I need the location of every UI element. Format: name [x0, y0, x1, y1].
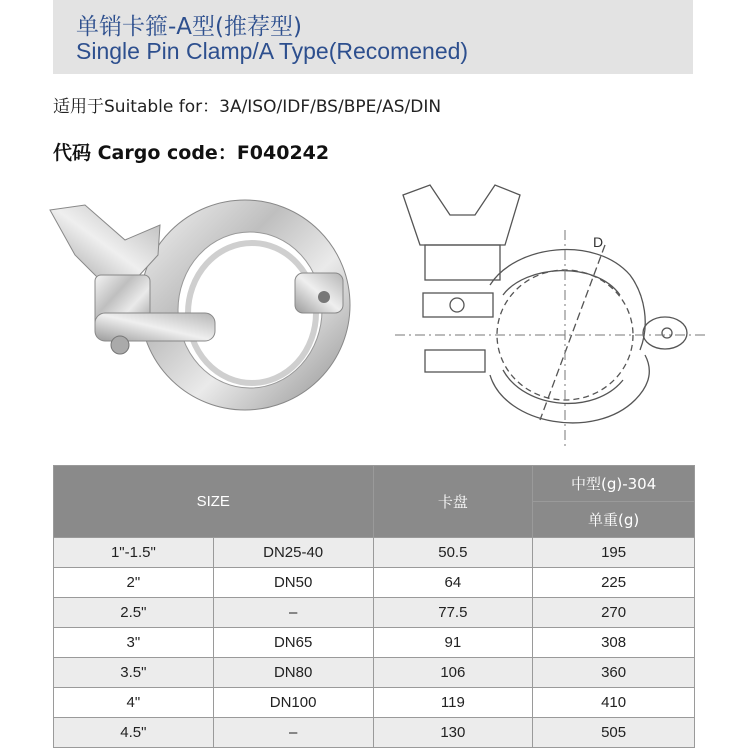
cell-clamp: 106: [373, 658, 533, 688]
cell-weight: 270: [533, 598, 695, 628]
table-row: [54, 568, 695, 598]
title-english: Single Pin Clamp/A Type(Recomened): [76, 38, 469, 64]
header-weight: 单重(g): [533, 502, 695, 538]
cell-clamp: 64: [373, 568, 533, 598]
cell-inch: 2.5": [54, 598, 214, 628]
table-row: [54, 688, 695, 718]
cell-inch: 1"-1.5": [54, 538, 214, 568]
cell-clamp: 91: [373, 628, 533, 658]
spec-table: [53, 465, 695, 748]
cell-weight: 410: [533, 688, 695, 718]
cell-clamp: 77.5: [373, 598, 533, 628]
header-clamp: 卡盘: [373, 466, 533, 538]
cell-dn: –: [213, 718, 373, 748]
header-size: SIZE: [54, 466, 374, 538]
cell-weight: 225: [533, 568, 695, 598]
cell-clamp: 130: [373, 718, 533, 748]
suitable-for-text: 适用于Suitable for：3A/ISO/IDF/BS/BPE/AS/DIN: [53, 97, 442, 117]
cell-inch: 3": [54, 628, 214, 658]
header-group: 中型(g)-304: [533, 466, 695, 502]
cell-weight: 308: [533, 628, 695, 658]
cell-inch: 3.5": [54, 658, 214, 688]
cell-weight: 505: [533, 718, 695, 748]
cell-dn: DN65: [213, 628, 373, 658]
table-row: [54, 538, 695, 568]
table-row: [54, 628, 695, 658]
cell-inch: 2": [54, 568, 214, 598]
cell-weight: 360: [533, 658, 695, 688]
cell-inch: 4": [54, 688, 214, 718]
cell-dn: –: [213, 598, 373, 628]
cell-dn: DN80: [213, 658, 373, 688]
table-row: [54, 718, 695, 748]
cargo-code-text: 代码 Cargo code：F040242: [53, 142, 330, 164]
cell-clamp: 119: [373, 688, 533, 718]
cell-clamp: 50.5: [373, 538, 533, 568]
clamp-photo: [40, 185, 360, 435]
cell-weight: 195: [533, 538, 695, 568]
diameter-label: D: [593, 234, 604, 250]
title-chinese: 单销卡箍-A型(推荐型): [76, 14, 302, 40]
cell-inch: 4.5": [54, 718, 214, 748]
clamp-technical-drawing: [395, 175, 705, 455]
cell-dn: DN100: [213, 688, 373, 718]
table-row: [54, 658, 695, 688]
cell-dn: DN50: [213, 568, 373, 598]
table-row: [54, 598, 695, 628]
cell-dn: DN25-40: [213, 538, 373, 568]
